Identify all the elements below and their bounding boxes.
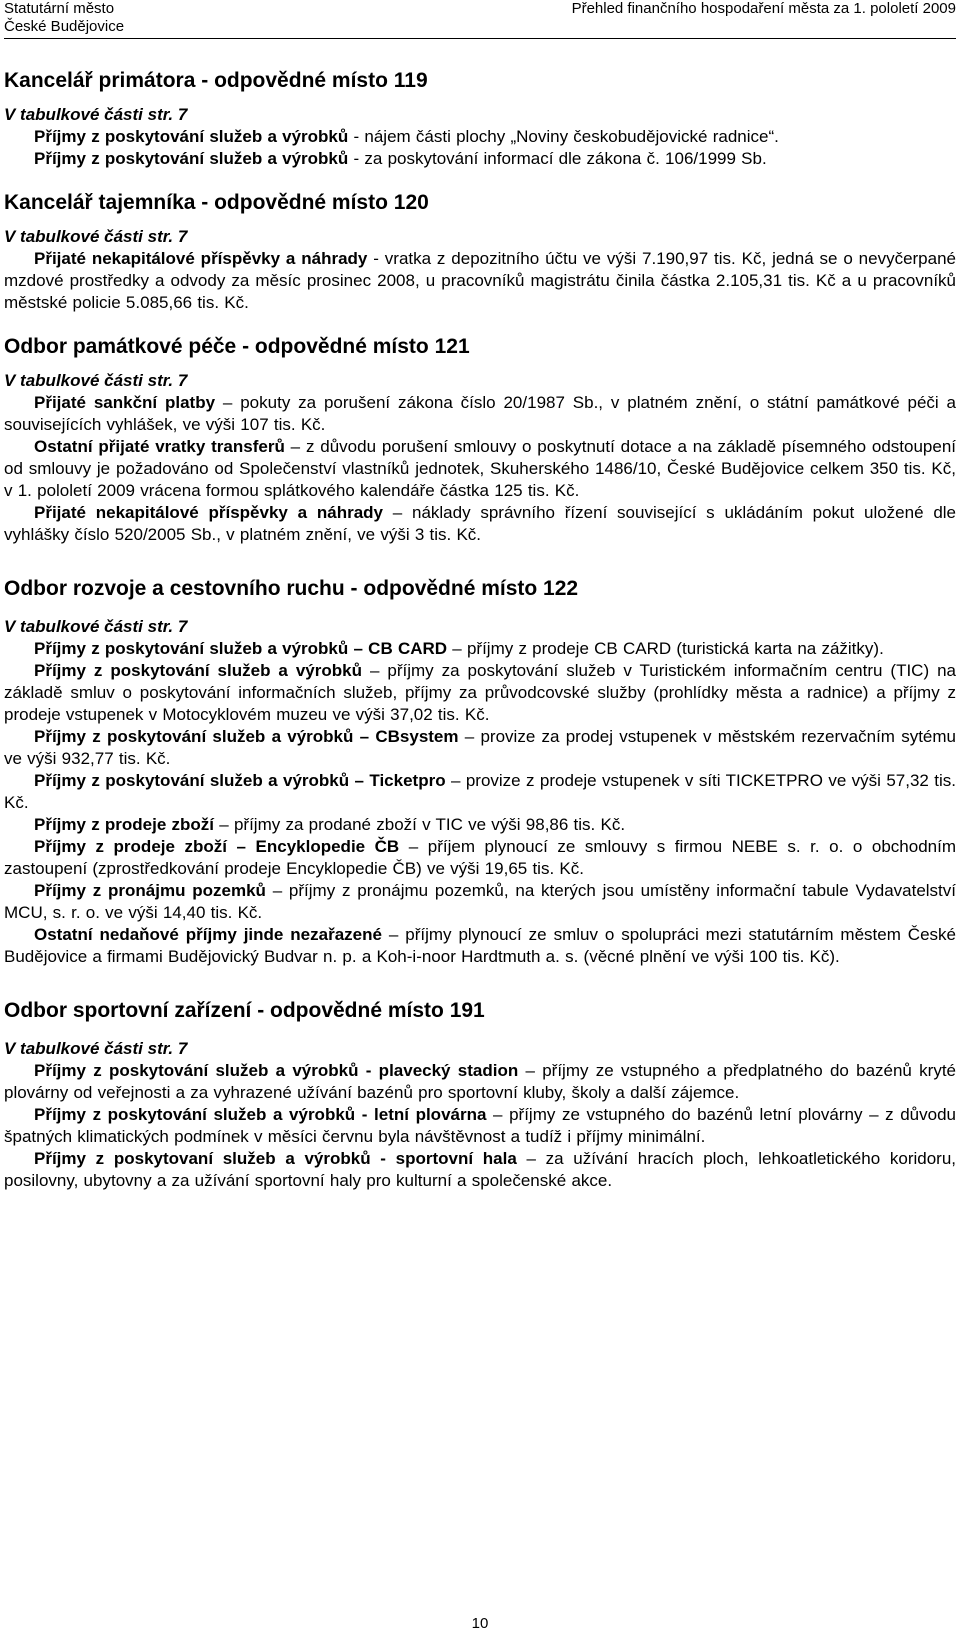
- paragraph-lead: Příjmy z prodeje zboží: [34, 815, 215, 834]
- paragraph: [4, 248, 956, 314]
- paragraph-text: – příjmy z pronájmu pozemků, na kterých jsou umístěny informační tabule Vydavatelství MCU, s. r. o. ve výši 14,40 tis. Kč.: [4, 881, 957, 922]
- paragraph: [4, 638, 956, 660]
- paragraph-text: – příjmy za prodané zboží v TIC ve výši 98,86 tis. Kč.: [214, 815, 626, 834]
- section-subtitle: V tabulkové části str. 7: [4, 371, 188, 390]
- section-title: Kancelář tajemníka - odpovědné místo 120: [4, 191, 429, 214]
- paragraph-lead: Příjmy z pronájmu pozemků: [34, 881, 266, 900]
- paragraph-text: – příjmy ze vstupného do bazénů letní plovárny – z důvodu špatných klimatických podmínek v měsíci červnu byla návštěvnost a tudíž i příjmy minimální.: [4, 1105, 956, 1146]
- header-city-line1: Statutární město: [4, 0, 115, 17]
- paragraph: [4, 502, 956, 546]
- page-header: [4, 0, 956, 39]
- paragraph-text: – pokuty za porušení zákona číslo 20/1987 Sb., v platném znění, o státní památkové péči a souvisejících vyhlášek, ve výši 107 tis. Kč.: [4, 393, 956, 434]
- section-subtitle: V tabulkové části str. 7: [4, 1039, 188, 1058]
- paragraph-text: – příjem plynoucí ze smlouvy s firmou NEBE s. r. o. o obchodním zastoupení (zprostředkování prodeje Encyklopedie ČB) ve výši 19,65 tis. Kč.: [4, 837, 956, 878]
- paragraph: [4, 836, 956, 880]
- paragraph-text: - nájem části plochy „Noviny českobudějovické radnice“.: [348, 127, 779, 146]
- paragraph-text: – provize z prodeje vstupenek v síti TICKETPRO ve výši 57,32 tis. Kč.: [4, 771, 956, 812]
- paragraph: [4, 660, 956, 726]
- section-heritage-care: [4, 334, 956, 546]
- section-office-secretary: [4, 190, 956, 314]
- paragraph-lead: Příjmy z poskytování služeb a výrobků: [34, 149, 349, 168]
- paragraph: [4, 814, 956, 836]
- section-title: Odbor rozvoje a cestovního ruchu - odpovědné místo 122: [4, 577, 579, 600]
- paragraph-text: – příjmy plynoucí ze smluv o spolupráci mezi statutárním městem České Budějovice a firmami Budějovický Budvar n. p. a Koh-i-noor Hardtmuth a. s. (věcné plnění ve výši 100 tis. Kč).: [4, 925, 956, 966]
- header-city-line2: České Budějovice: [4, 18, 125, 35]
- paragraph-text: – za užívání hracích ploch, lehkoatletického koridoru, posilovny, ubytovny a za užívání sportovní haly pro kulturní a společenské akce.: [4, 1149, 957, 1190]
- paragraph-lead: Příjmy z poskytovaní služeb a výrobků - sportovní hala: [34, 1149, 517, 1168]
- paragraph: [4, 1060, 956, 1104]
- paragraph-lead: Příjmy z poskytování služeb a výrobků – Ticketpro: [34, 771, 446, 790]
- paragraph-lead: Ostatní nedaňové příjmy jinde nezařazené: [34, 925, 382, 944]
- paragraph-text: - za poskytování informací dle zákona č. 106/1999 Sb.: [348, 149, 767, 168]
- paragraph-lead: Přijaté nekapitálové příspěvky a náhrady: [34, 503, 383, 522]
- section-sports-facilities: [4, 998, 956, 1192]
- section-subtitle: V tabulkové části str. 7: [4, 617, 188, 636]
- paragraph: [4, 126, 956, 148]
- section-title: Odbor sportovní zařízení - odpovědné místo 191: [4, 999, 485, 1022]
- paragraph: [4, 880, 956, 924]
- paragraph-lead: Ostatní přijaté vratky transferů: [34, 437, 285, 456]
- paragraph: [4, 1148, 956, 1192]
- paragraph-text: – z důvodu porušení smlouvy o poskytnutí dotace a na základě písemného odstoupení od smlouvy je požadováno od Společenství vlastníků jednotek, Skuherského 1486/10, České Budějovice celkem 350 tis. Kč, v 1. pololetí 2009 vrácena formou splátkového kalendáře částka 125 tis. Kč.: [4, 437, 956, 500]
- section-development-tourism: [4, 576, 956, 968]
- paragraph-lead: Příjmy z poskytování služeb a výrobků: [34, 127, 349, 146]
- section-title: Kancelář primátora - odpovědné místo 119: [4, 69, 428, 92]
- paragraph-text: – náklady správního řízení související s ukládáním pokut uložené dle vyhlášky číslo 520/2005 Sb., v platném znění, ve výši 3 tis. Kč.: [4, 503, 956, 544]
- paragraph: [4, 726, 956, 770]
- paragraph-lead: Přijaté sankční platby: [34, 393, 216, 412]
- paragraph: [4, 392, 956, 436]
- header-left: [4, 0, 124, 36]
- paragraph-lead: Přijaté nekapitálové příspěvky a náhrady: [34, 249, 368, 268]
- page-number: 10: [471, 1615, 489, 1632]
- paragraph-lead: Příjmy z prodeje zboží – Encyklopedie ČB: [34, 837, 400, 856]
- paragraph-lead: Příjmy z poskytování služeb a výrobků – CB CARD: [34, 639, 448, 658]
- section-subtitle: V tabulkové části str. 7: [4, 227, 188, 246]
- paragraph-lead: Příjmy z poskytování služeb a výrobků - plavecký stadion: [34, 1061, 519, 1080]
- section-office-mayor: [4, 68, 956, 170]
- paragraph-text: – příjmy za poskytování služeb v Turistickém informačním centru (TIC) na základě smluv o poskytování informačních služeb, příjmy za průvodcovské služby (prohlídky města a radnice) a příjmy z prodeje vstupenek v Motocyklovém muzeu ve výši 37,02 tis. Kč.: [4, 661, 956, 724]
- paragraph-text: – příjmy ze vstupného a předplatného do bazénů kryté plovárny od veřejnosti a za vyhrazené užívání bazénů pro sportovní kluby, školy a další zájemce.: [4, 1061, 956, 1102]
- paragraph-text: – příjmy z prodeje CB CARD (turistická karta na zážitky).: [447, 639, 884, 658]
- section-subtitle: V tabulkové části str. 7: [4, 105, 188, 124]
- paragraph-text: - vratka z depozitního účtu ve výši 7.190,97 tis. Kč, jedná se o nevyčerpané mzdové prostředky a odvody za měsíc prosinec 2008, u pracovníků magistrátu činila částka 2.105,31 tis. Kč a u pracovníků městské policie 5.085,66 tis. Kč.: [4, 249, 957, 312]
- paragraph: [4, 1104, 956, 1148]
- paragraph: [4, 924, 956, 968]
- paragraph-lead: Příjmy z poskytování služeb a výrobků - letní plovárna: [34, 1105, 487, 1124]
- paragraph-lead: Příjmy z poskytování služeb a výrobků: [34, 661, 362, 680]
- header-report-title: Přehled finančního hospodaření města za 1. pololetí 2009: [571, 0, 956, 17]
- paragraph: [4, 148, 956, 170]
- paragraph: [4, 770, 956, 814]
- document-body: [4, 68, 956, 1192]
- section-title: Odbor památkové péče - odpovědné místo 121: [4, 335, 470, 358]
- paragraph-lead: Příjmy z poskytování služeb a výrobků – CBsystem: [34, 727, 459, 746]
- paragraph-text: – provize za prodej vstupenek v městském rezervačním sytému ve výši 932,77 tis. Kč.: [4, 727, 956, 768]
- paragraph: [4, 436, 956, 502]
